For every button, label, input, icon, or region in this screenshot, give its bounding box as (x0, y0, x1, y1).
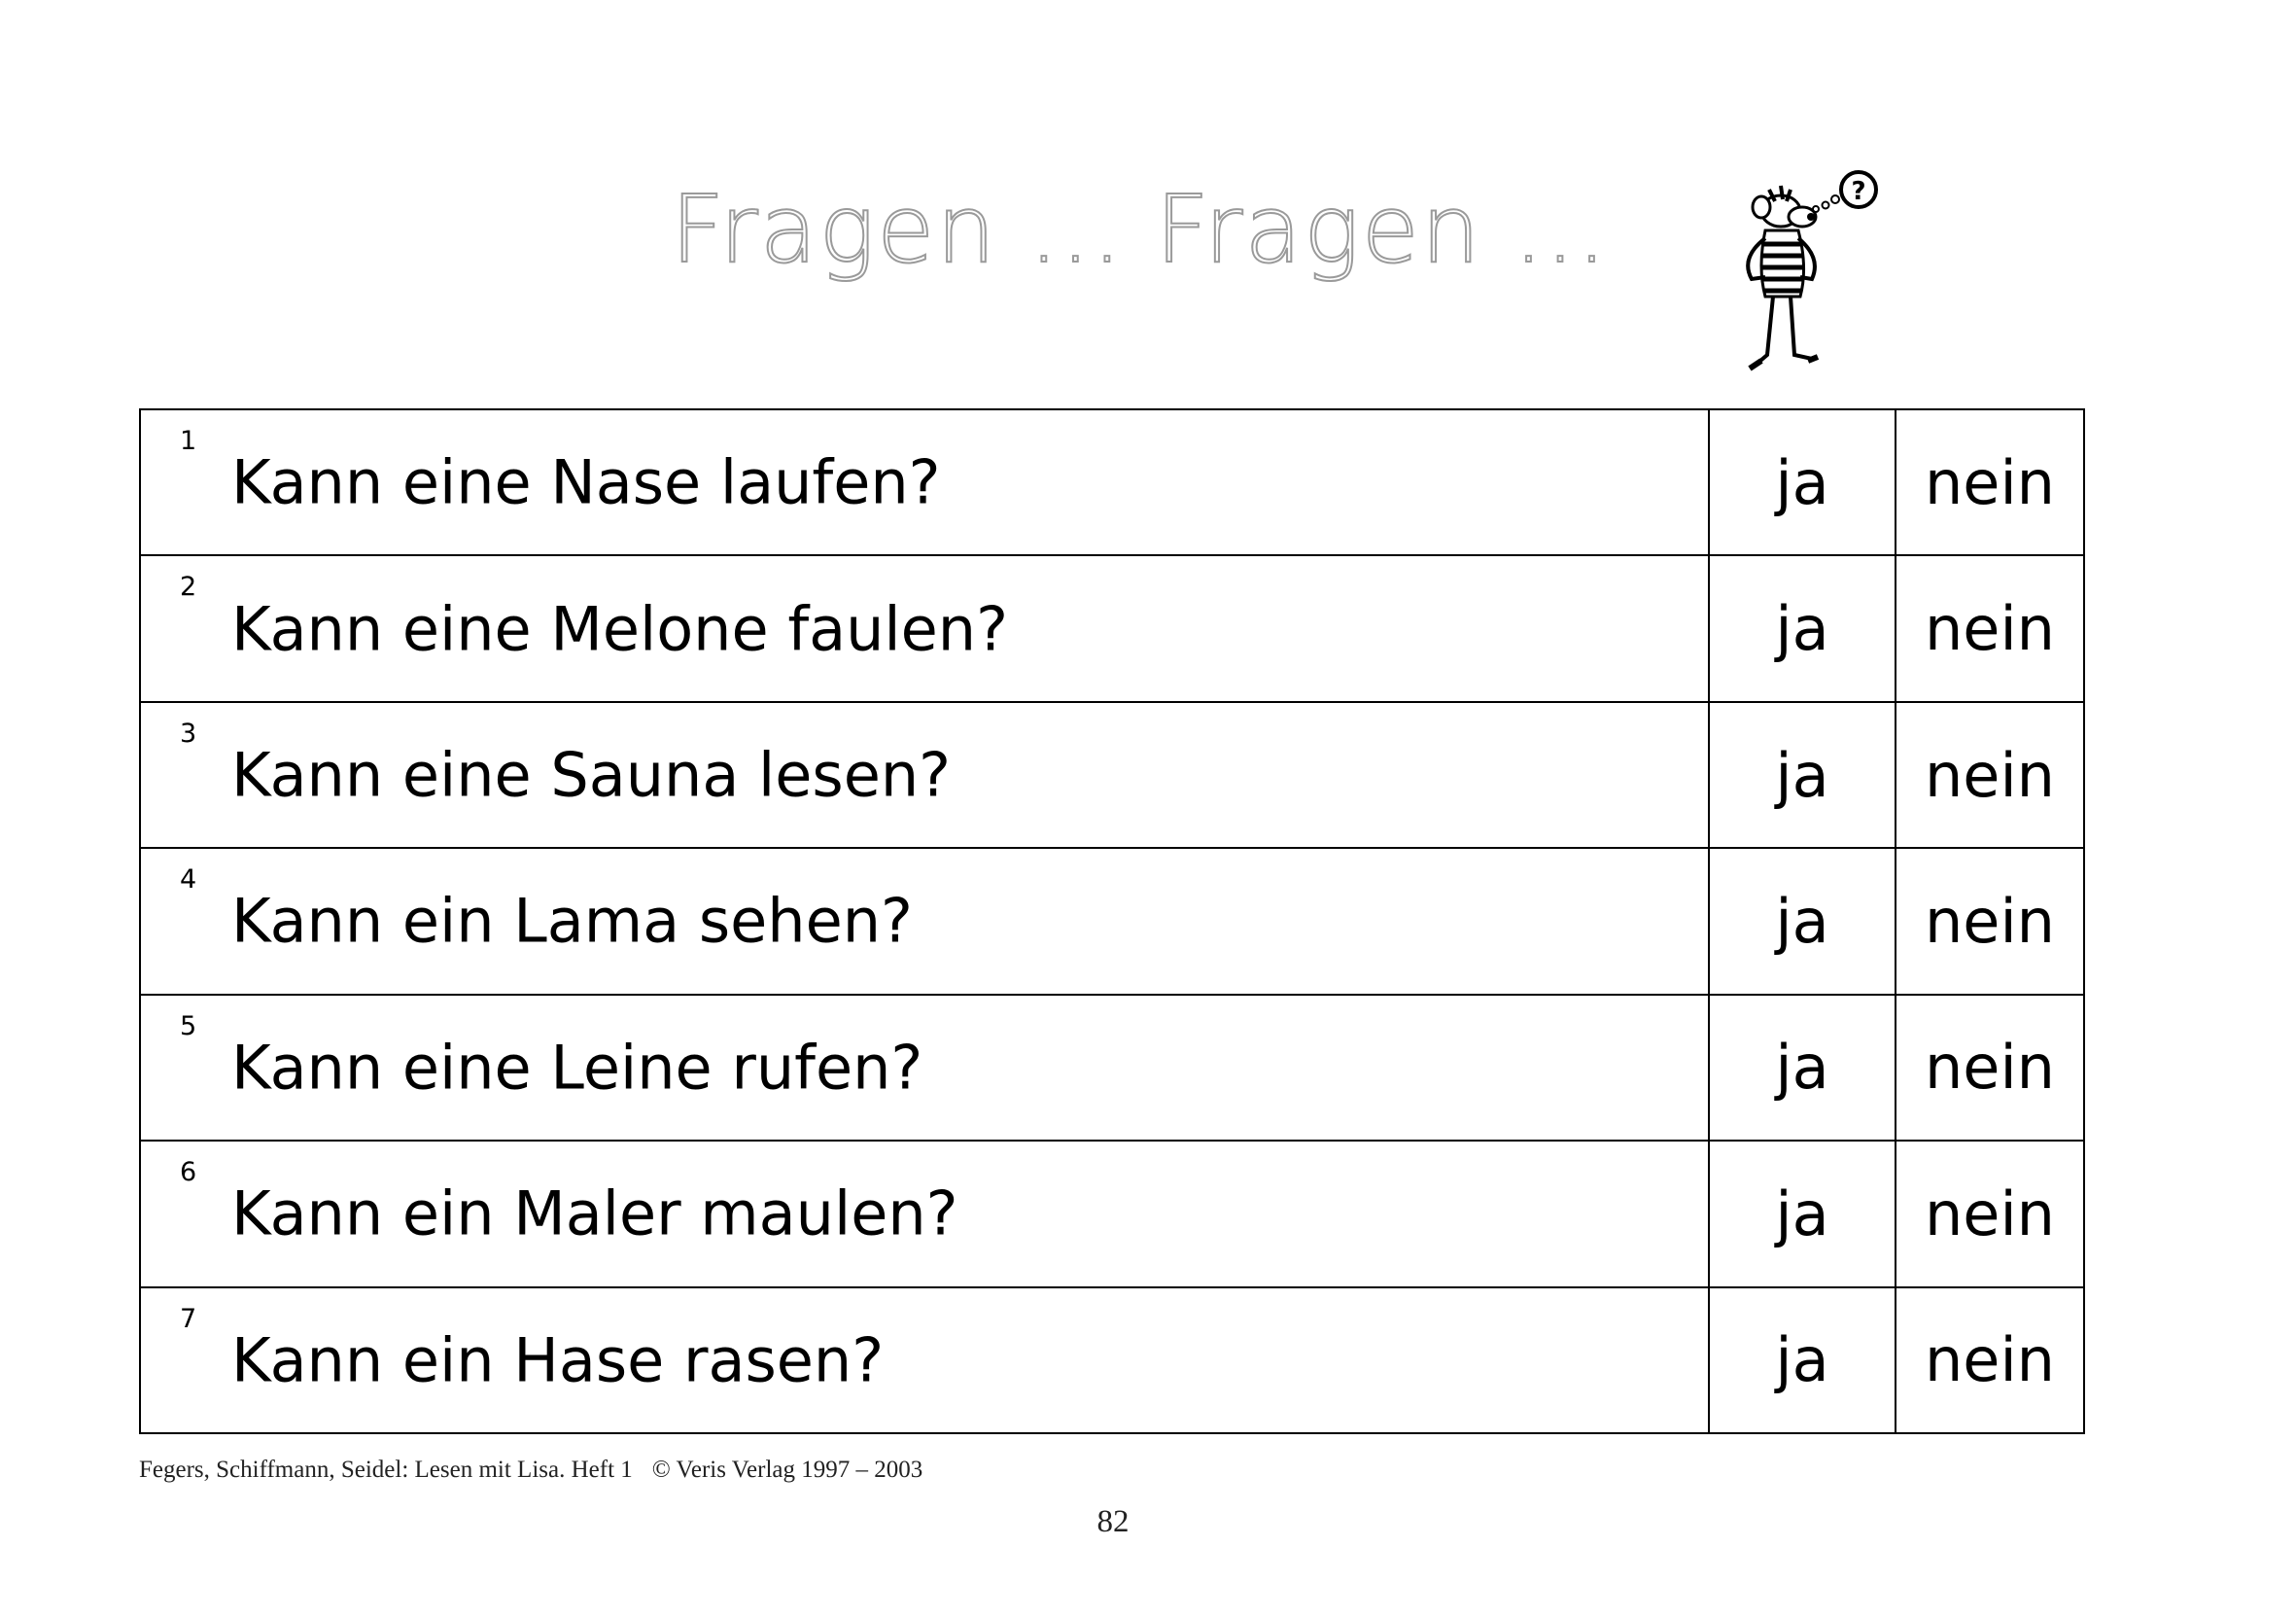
question-text: Kann ein Hase rasen? (231, 1324, 885, 1396)
question-text: Kann ein Maler maulen? (231, 1178, 958, 1249)
question-number: 6 (180, 1157, 197, 1188)
answer-no[interactable]: nein (1896, 1141, 2084, 1286)
footer-citation: Fegers, Schiffmann, Seidel: Lesen mit Lisa. Heft 1 (139, 1457, 633, 1483)
answer-yes[interactable]: ja (1709, 409, 1896, 555)
question-text: Kann ein Lama sehen? (231, 885, 913, 957)
answer-yes[interactable]: ja (1709, 848, 1896, 994)
question-row (140, 555, 2084, 701)
question-row (140, 848, 2084, 994)
question-cell (140, 409, 1709, 555)
answer-yes[interactable]: ja (1709, 1141, 1896, 1286)
page-number: 82 (1096, 1504, 1130, 1539)
answer-no[interactable]: nein (1896, 702, 2084, 848)
question-cell (140, 1141, 1709, 1286)
question-number: 7 (180, 1303, 197, 1334)
question-cell (140, 848, 1709, 994)
question-text: Kann eine Sauna lesen? (231, 739, 952, 811)
question-number: 5 (180, 1010, 197, 1041)
question-row (140, 409, 2084, 555)
question-row (140, 1141, 2084, 1286)
worksheet-title: Fragen ... Fragen ... (671, 175, 1609, 284)
question-number: 3 (180, 718, 197, 749)
question-text: Kann eine Melone faulen? (231, 593, 1009, 665)
question-text: Kann eine Leine rufen? (231, 1032, 923, 1104)
answer-no[interactable]: nein (1896, 409, 2084, 555)
question-table (139, 408, 2085, 1434)
answer-yes[interactable]: ja (1709, 702, 1896, 848)
answer-yes[interactable]: ja (1709, 995, 1896, 1141)
footer-copyright: © Veris Verlag 1997 – 2003 (651, 1457, 923, 1483)
question-number: 2 (180, 572, 197, 603)
question-text: Kann eine Nase laufen? (231, 446, 941, 518)
question-cell (140, 702, 1709, 848)
question-row (140, 1287, 2084, 1433)
question-cell (140, 995, 1709, 1141)
svg-text:?: ? (1851, 177, 1866, 206)
question-number: 4 (180, 864, 197, 896)
footer-credit (139, 1457, 922, 1484)
question-row (140, 702, 2084, 848)
question-row (140, 995, 2084, 1141)
answer-no[interactable]: nein (1896, 555, 2084, 701)
answer-yes[interactable]: ja (1709, 555, 1896, 701)
answer-no[interactable]: nein (1896, 995, 2084, 1141)
question-cell (140, 1287, 1709, 1433)
question-cell (140, 555, 1709, 701)
question-number: 1 (180, 426, 197, 456)
answer-yes[interactable]: ja (1709, 1287, 1896, 1433)
answer-no[interactable]: nein (1896, 1287, 2084, 1433)
answer-no[interactable]: nein (1896, 848, 2084, 994)
thinking-mouse-illustration (1711, 160, 1896, 394)
